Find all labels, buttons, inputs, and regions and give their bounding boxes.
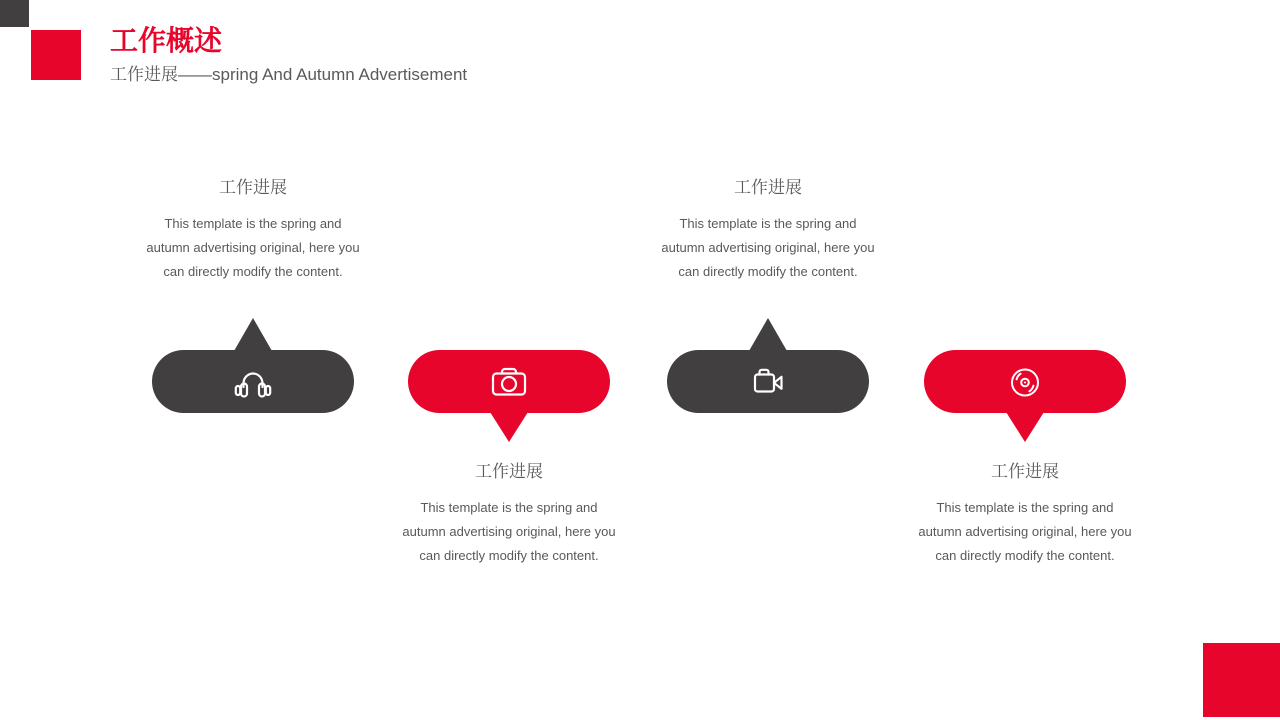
headphones-icon xyxy=(231,362,275,402)
item-text-block xyxy=(906,462,1144,568)
item-body-line: autumn advertising original, here you xyxy=(661,240,875,255)
item-heading: 工作进展 xyxy=(991,462,1059,481)
camera-icon xyxy=(487,362,531,402)
item-heading: 工作进展 xyxy=(734,178,802,197)
item-heading: 工作进展 xyxy=(219,178,287,197)
callout-pill xyxy=(408,350,610,413)
video-camera-icon xyxy=(746,362,790,402)
item-text-block xyxy=(134,178,372,284)
callout-pointer-down xyxy=(490,412,528,442)
corner-red-square xyxy=(31,30,81,80)
item-column-1 xyxy=(134,0,372,720)
item-body-line: This template is the spring and xyxy=(164,216,342,231)
item-column-3 xyxy=(649,0,887,720)
item-callout xyxy=(906,350,1144,442)
page-title: 工作概述 xyxy=(110,25,223,56)
page-subtitle: 工作进展——spring And Autumn Advertisement xyxy=(110,65,468,84)
item-body-line: autumn advertising original, here you xyxy=(146,240,360,255)
item-callout xyxy=(134,318,372,413)
item-body-line: This template is the spring and xyxy=(679,216,857,231)
item-text-block xyxy=(649,178,887,284)
item-body-line: This template is the spring and xyxy=(936,500,1114,515)
item-body-line: can directly modify the content. xyxy=(163,264,343,279)
corner-dark-square xyxy=(0,0,29,27)
item-column-2 xyxy=(390,0,628,720)
item-body-line: This template is the spring and xyxy=(420,500,598,515)
bottom-right-red-square xyxy=(1203,643,1280,717)
item-column-4 xyxy=(906,0,1144,720)
item-callout xyxy=(649,318,887,413)
item-body-line: can directly modify the content. xyxy=(935,548,1115,563)
callout-pointer-down xyxy=(1006,412,1044,442)
callout-pointer-up xyxy=(234,318,272,351)
item-callout xyxy=(390,350,628,442)
item-body-line: can directly modify the content. xyxy=(678,264,858,279)
item-text-block xyxy=(390,462,628,568)
item-body-line: autumn advertising original, here you xyxy=(402,524,616,539)
item-body-line: autumn advertising original, here you xyxy=(918,524,1132,539)
callout-pill xyxy=(924,350,1126,413)
item-body-line: can directly modify the content. xyxy=(419,548,599,563)
callout-pill xyxy=(667,350,869,413)
disc-icon xyxy=(1003,362,1047,402)
callout-pill xyxy=(152,350,354,413)
item-heading: 工作进展 xyxy=(475,462,543,481)
callout-pointer-up xyxy=(749,318,787,351)
